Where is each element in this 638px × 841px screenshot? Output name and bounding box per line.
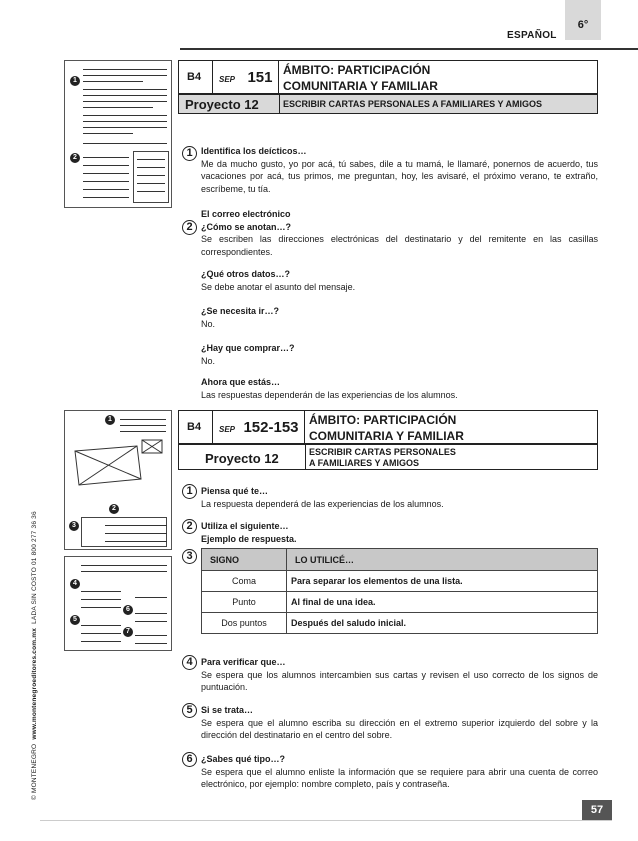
punctuation-table bbox=[201, 548, 598, 634]
table-cell-signo: Punto bbox=[202, 592, 287, 613]
table-cell-uso: Al final de una idea. bbox=[287, 592, 598, 613]
copyright-text: © MONTENEGRO bbox=[31, 743, 38, 800]
item-2-question: ¿Cómo se anotan…? bbox=[201, 221, 292, 232]
thumb-marker-3b: 3 bbox=[69, 521, 79, 531]
item2-number-4: 4 bbox=[182, 655, 197, 670]
item-1-answer: Me da mucho gusto, yo por acá, tú sabes, dile a tu mamá, le llamaré, ponernos de acuerdo, tus vacaciones por acá, tus primos, me preguntan, hoy, les avisaré, el próximo verano, te extraño, escríbeme, tu tía. bbox=[201, 158, 598, 194]
table-row bbox=[202, 592, 598, 613]
item2-6 bbox=[201, 753, 598, 791]
extra-3-answer: No. bbox=[201, 355, 216, 366]
extra-4 bbox=[201, 376, 598, 401]
thumb-marker-5b: 5 bbox=[70, 615, 80, 625]
item2-6-question: ¿Sabes qué tipo…? bbox=[201, 754, 286, 764]
item2-5-question: Si se trata… bbox=[201, 705, 254, 715]
table-cell-uso: Después del saludo inicial. bbox=[287, 613, 598, 634]
project-label-2: Proyecto 12 bbox=[205, 451, 279, 466]
item2-4-question: Para verificar que… bbox=[201, 657, 286, 667]
thumb-marker-7b: 7 bbox=[123, 627, 133, 637]
extra-1-answer: Se debe anotar el asunto del mensaje. bbox=[201, 281, 356, 292]
ambito-title-2: ÁMBITO: PARTICIPACIÓN COMUNITARIA Y FAMILIAR bbox=[309, 413, 464, 443]
thumb-marker-6b: 6 bbox=[123, 605, 133, 615]
thumb-marker-1: 1 bbox=[70, 76, 80, 86]
item2-2-answer: Ejemplo de respuesta. bbox=[201, 533, 297, 544]
sep-label-2: SEP bbox=[219, 425, 236, 434]
item2-number-3: 3 bbox=[182, 549, 197, 564]
item2-2 bbox=[201, 520, 598, 545]
table-header-uso: LO UTILICÉ… bbox=[287, 549, 598, 571]
table-row bbox=[202, 571, 598, 592]
item2-5 bbox=[201, 704, 598, 742]
project-row-151 bbox=[178, 94, 598, 114]
project-row-152-153 bbox=[178, 444, 598, 470]
extra-4-question: Ahora que estás… bbox=[201, 377, 281, 387]
extra-4-answer: Las respuestas dependerán de las experiencias de los alumnos. bbox=[201, 389, 458, 400]
item2-number-1: 1 bbox=[182, 484, 197, 499]
grade-badge: 6° bbox=[565, 0, 601, 40]
project-label: Proyecto 12 bbox=[185, 97, 259, 112]
thumb-marker-2b: 2 bbox=[109, 504, 119, 514]
item2-number-2: 2 bbox=[182, 519, 197, 534]
item2-5-answer: Se espera que el alumno escriba su dirección en el extremo superior izquierdo del sobre y la dirección del destinatario en el centro del sobre. bbox=[201, 717, 598, 740]
item-number-1: 1 bbox=[182, 146, 197, 161]
item2-1 bbox=[201, 485, 598, 510]
item2-1-question: Piensa qué te… bbox=[201, 486, 269, 496]
header-rule bbox=[180, 48, 638, 50]
envelope-large-icon bbox=[73, 445, 143, 487]
item-2-heading: El correo electrónico bbox=[201, 209, 291, 219]
item2-4 bbox=[201, 656, 598, 694]
project-description-2: ESCRIBIR CARTAS PERSONALES A FAMILIARES Y AMIGOS bbox=[309, 447, 456, 468]
thumb-marker-2: 2 bbox=[70, 153, 80, 163]
table-row bbox=[202, 613, 598, 634]
item2-2-question: Utiliza el siguiente… bbox=[201, 521, 289, 531]
lesson-header-152-153 bbox=[178, 410, 598, 444]
block-label-2: B4 bbox=[179, 411, 213, 443]
table-cell-signo: Coma bbox=[202, 571, 287, 592]
sep-page-number: 151 bbox=[247, 69, 273, 86]
extra-2 bbox=[201, 305, 598, 330]
page-thumbnail-153 bbox=[64, 556, 172, 651]
table-cell-signo: Dos puntos bbox=[202, 613, 287, 634]
item-2-answer: Se escriben las direcciones electrónicas del destinatario y del remitente en las casillas correspondientes. bbox=[201, 234, 598, 257]
sep-page-cell-2 bbox=[213, 411, 305, 443]
page-number: 57 bbox=[582, 800, 612, 820]
extra-1-question: ¿Qué otros datos…? bbox=[201, 269, 291, 279]
extra-3-question: ¿Hay que comprar…? bbox=[201, 343, 295, 353]
extra-1 bbox=[201, 268, 598, 293]
page-thumbnail-151 bbox=[64, 60, 172, 208]
item2-1-answer: La respuesta dependerá de las experiencias de los alumnos. bbox=[201, 498, 444, 509]
table-header-signo: SIGNO bbox=[202, 549, 287, 571]
table-cell-uso: Para separar los elementos de una lista. bbox=[287, 571, 598, 592]
item2-6-answer: Se espera que el alumno enliste la información que se requiere para abrir una cuenta de correo electrónico, por ejemplo: nombre completo, país y contraseña. bbox=[201, 766, 598, 789]
page-thumbnail-152-153 bbox=[64, 410, 172, 550]
thumb-marker-4b: 4 bbox=[70, 579, 80, 589]
publisher-sidebar bbox=[31, 511, 38, 800]
sep-page-cell bbox=[213, 61, 279, 93]
extra-2-answer: No. bbox=[201, 318, 216, 329]
project-description: ESCRIBIR CARTAS PERSONALES A FAMILIARES Y AMIGOS bbox=[283, 99, 543, 109]
item-2 bbox=[201, 208, 598, 258]
ambito-title: ÁMBITO: PARTICIPACIÓN COMUNITARIA Y FAMILIAR bbox=[283, 63, 438, 93]
sep-page-number-2: 152-153 bbox=[243, 419, 299, 436]
sep-label: SEP bbox=[219, 75, 236, 84]
footer-rule bbox=[40, 820, 612, 821]
publisher-phone: LADA SIN COSTO 01 800 277 36 36 bbox=[31, 511, 38, 624]
block-label: B4 bbox=[179, 61, 213, 93]
item2-number-6: 6 bbox=[182, 752, 197, 767]
extra-3 bbox=[201, 342, 598, 367]
subject-label: ESPAÑOL bbox=[507, 30, 557, 41]
item2-4-answer: Se espera que los alumnos intercambien sus cartas y revisen el uso correcto de los signos de puntuación. bbox=[201, 669, 598, 692]
item-1-question: Identifica los deícticos… bbox=[201, 146, 307, 156]
envelope-small-icon bbox=[141, 439, 165, 455]
item-number-2: 2 bbox=[182, 220, 197, 235]
item2-number-5: 5 bbox=[182, 703, 197, 718]
publisher-url: www.montenegroeditores.com.mx bbox=[31, 627, 38, 740]
extra-2-question: ¿Se necesita ir…? bbox=[201, 306, 280, 316]
item-1 bbox=[201, 145, 598, 195]
lesson-header-151 bbox=[178, 60, 598, 94]
thumb-marker-1b: 1 bbox=[105, 415, 115, 425]
